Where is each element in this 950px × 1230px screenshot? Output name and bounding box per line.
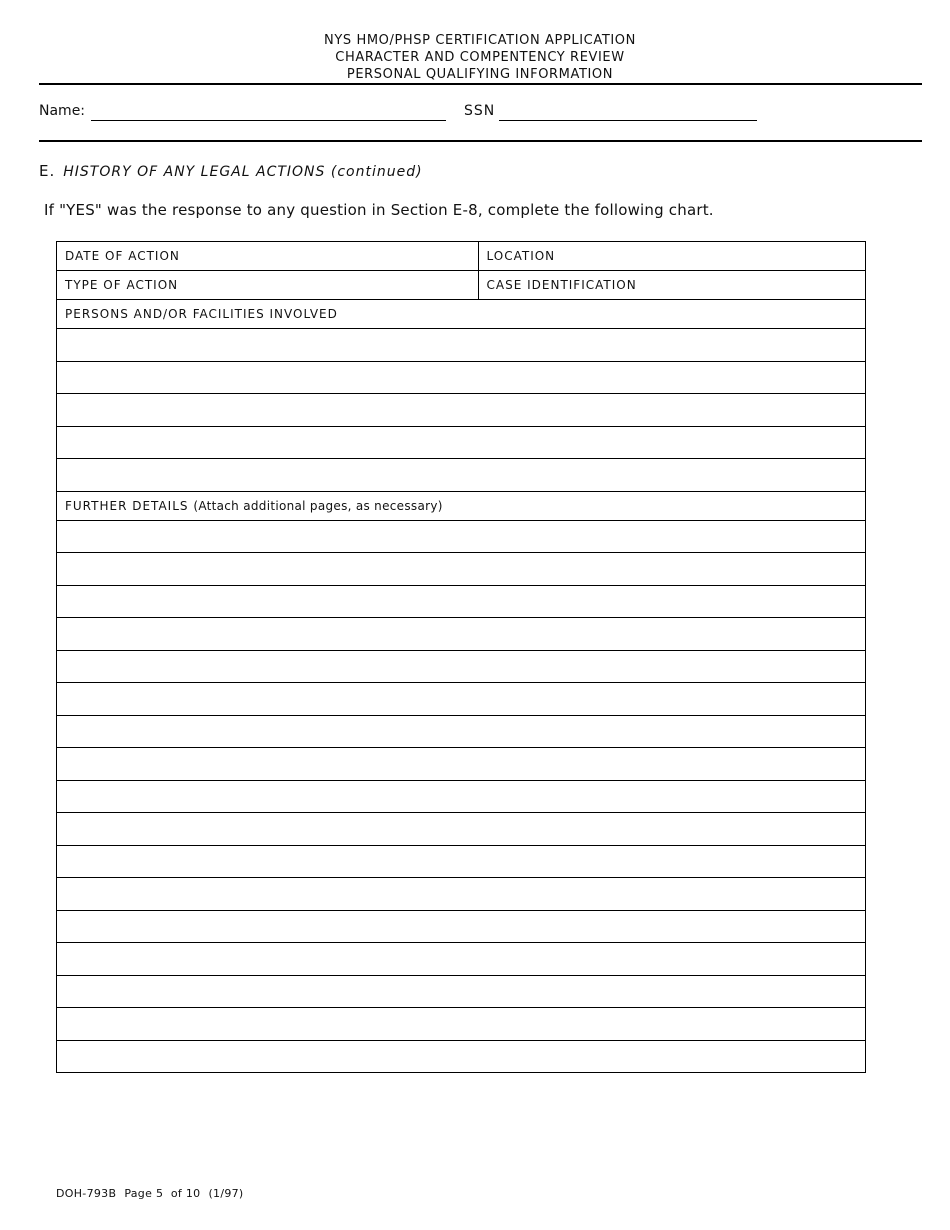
section-letter: E.: [39, 162, 56, 180]
further-details-line[interactable]: [57, 553, 866, 586]
further-details-label: FURTHER DETAILS: [65, 498, 189, 513]
persons-involved-label: PERSONS AND/OR FACILITIES INVOLVED: [65, 307, 338, 321]
table-row: [57, 618, 866, 651]
location-cell[interactable]: [478, 242, 866, 271]
type-of-action-cell[interactable]: [57, 271, 479, 300]
table-row: [57, 975, 866, 1008]
further-details-line[interactable]: [57, 585, 866, 618]
further-details-line[interactable]: [57, 520, 866, 553]
further-details-line[interactable]: [57, 1008, 866, 1041]
header-divider: [39, 83, 922, 85]
section-title: HISTORY OF ANY LEGAL ACTIONS (continued): [63, 164, 423, 180]
further-details-line[interactable]: [57, 780, 866, 813]
persons-involved-line[interactable]: [57, 459, 866, 492]
table-row: [57, 520, 866, 553]
header-line-1: NYS HMO/PHSP CERTIFICATION APPLICATION: [324, 33, 636, 48]
persons-involved-line[interactable]: [57, 329, 866, 362]
table-row: [57, 553, 866, 586]
header-line-2: CHARACTER AND COMPENTENCY REVIEW: [335, 50, 625, 65]
table-row: [57, 585, 866, 618]
table-row: [57, 683, 866, 716]
section-heading: [39, 162, 423, 180]
form-id: DOH-793B: [56, 1187, 117, 1200]
further-details-line[interactable]: [57, 1040, 866, 1073]
further-details-line[interactable]: [57, 975, 866, 1008]
table-row: [57, 491, 866, 520]
location-label: LOCATION: [486, 249, 556, 263]
name-label: Name:: [39, 103, 86, 119]
further-details-line[interactable]: [57, 910, 866, 943]
further-details-line[interactable]: [57, 683, 866, 716]
persons-involved-line[interactable]: [57, 426, 866, 459]
further-details-line[interactable]: [57, 715, 866, 748]
further-details-line[interactable]: [57, 878, 866, 911]
type-of-action-label: TYPE OF ACTION: [65, 278, 179, 292]
further-details-line[interactable]: [57, 845, 866, 878]
case-identification-cell[interactable]: [478, 271, 866, 300]
page-number: Page 5 of 10: [124, 1187, 201, 1200]
date-of-action-label: DATE OF ACTION: [65, 249, 180, 263]
table-row: [57, 329, 866, 362]
table-row: [57, 394, 866, 427]
table-row: [57, 426, 866, 459]
further-details-line[interactable]: [57, 650, 866, 683]
legal-actions-chart: [56, 241, 866, 1073]
table-row: [57, 271, 866, 300]
further-details-line[interactable]: [57, 618, 866, 651]
form-footer: [56, 1187, 252, 1200]
table-row: [57, 650, 866, 683]
identity-divider: [39, 140, 922, 142]
persons-involved-header: [57, 300, 866, 329]
further-details-note: (Attach additional pages, as necessary): [193, 498, 443, 513]
name-field[interactable]: [91, 120, 446, 121]
case-identification-label: CASE IDENTIFICATION: [486, 278, 637, 292]
header-line-3: PERSONAL QUALIFYING INFORMATION: [346, 67, 614, 82]
table-row: [57, 361, 866, 394]
table-row: [57, 1008, 866, 1041]
revision-date: (1/97): [208, 1187, 244, 1200]
table-row: [57, 748, 866, 781]
further-details-line[interactable]: [57, 943, 866, 976]
further-details-header: [57, 491, 866, 520]
persons-involved-line[interactable]: [57, 361, 866, 394]
instruction-text: If "YES" was the response to any question in Section E-8, complete the following chart.: [44, 201, 714, 219]
ssn-field[interactable]: [499, 120, 757, 121]
table-row: [57, 242, 866, 271]
table-row: [57, 910, 866, 943]
table-row: [57, 459, 866, 492]
table-row: [57, 878, 866, 911]
further-details-line[interactable]: [57, 813, 866, 846]
date-of-action-cell[interactable]: [57, 242, 479, 271]
persons-involved-line[interactable]: [57, 394, 866, 427]
ssn-label: SSN: [464, 103, 496, 119]
table-row: [57, 780, 866, 813]
form-header: [0, 32, 950, 83]
table-row: [57, 813, 866, 846]
table-row: [57, 943, 866, 976]
table-row: [57, 300, 866, 329]
table-row: [57, 715, 866, 748]
table-row: [57, 845, 866, 878]
table-row: [57, 1040, 866, 1073]
further-details-line[interactable]: [57, 748, 866, 781]
